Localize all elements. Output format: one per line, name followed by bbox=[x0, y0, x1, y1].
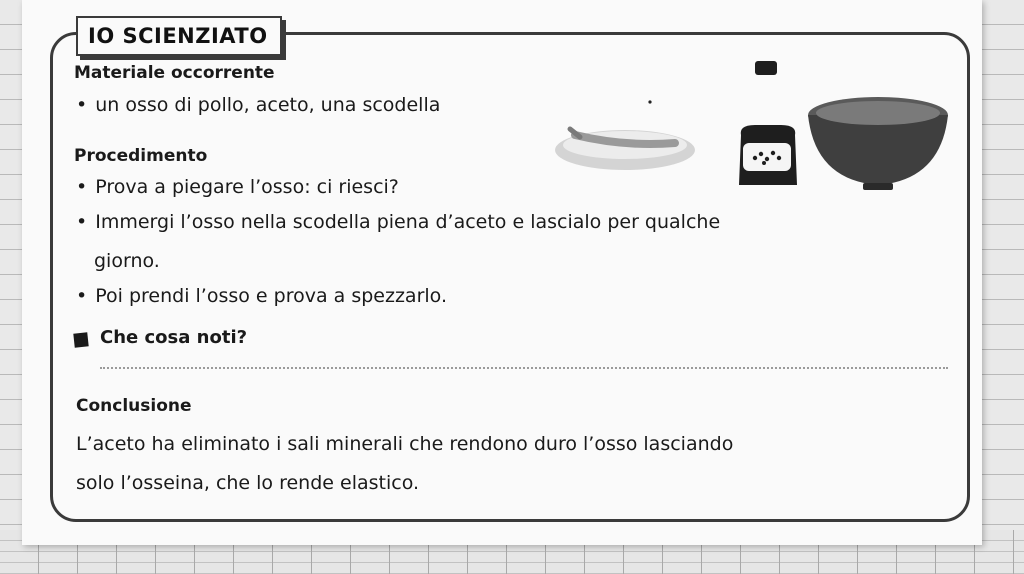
procedimento-item-2-cont: giorno. bbox=[94, 250, 160, 272]
procedimento-item-1: • Prova a piegare l’osso: ci riesci? bbox=[76, 176, 399, 198]
procedimento-item-3: • Poi prendi l’osso e prova a spezzarlo. bbox=[76, 285, 447, 307]
materiale-heading: Materiale occorrente bbox=[74, 63, 275, 83]
conclusione-line-1: L’aceto ha eliminato i sali minerali che rendono duro l’osso lasciando bbox=[76, 433, 734, 455]
conclusione-heading: Conclusione bbox=[76, 396, 192, 416]
question-square-icon bbox=[73, 332, 88, 347]
answer-dotted-line bbox=[100, 367, 948, 369]
illustration bbox=[555, 55, 955, 200]
procedimento-heading: Procedimento bbox=[74, 146, 208, 166]
question-text: Che cosa noti? bbox=[100, 327, 248, 348]
materiale-item: • un osso di pollo, aceto, una scodella bbox=[76, 94, 440, 116]
procedimento-item-2: • Immergi l’osso nella scodella piena d’aceto e lascialo per qualche bbox=[76, 211, 720, 233]
conclusione-line-2: solo l’osseina, che lo rende elastico. bbox=[76, 472, 420, 494]
bowl-icon bbox=[808, 97, 948, 190]
vinegar-bottle-icon bbox=[739, 61, 797, 185]
worksheet-title: IO SCIENZIATO bbox=[76, 16, 282, 56]
bone-on-plate-icon bbox=[555, 100, 695, 170]
